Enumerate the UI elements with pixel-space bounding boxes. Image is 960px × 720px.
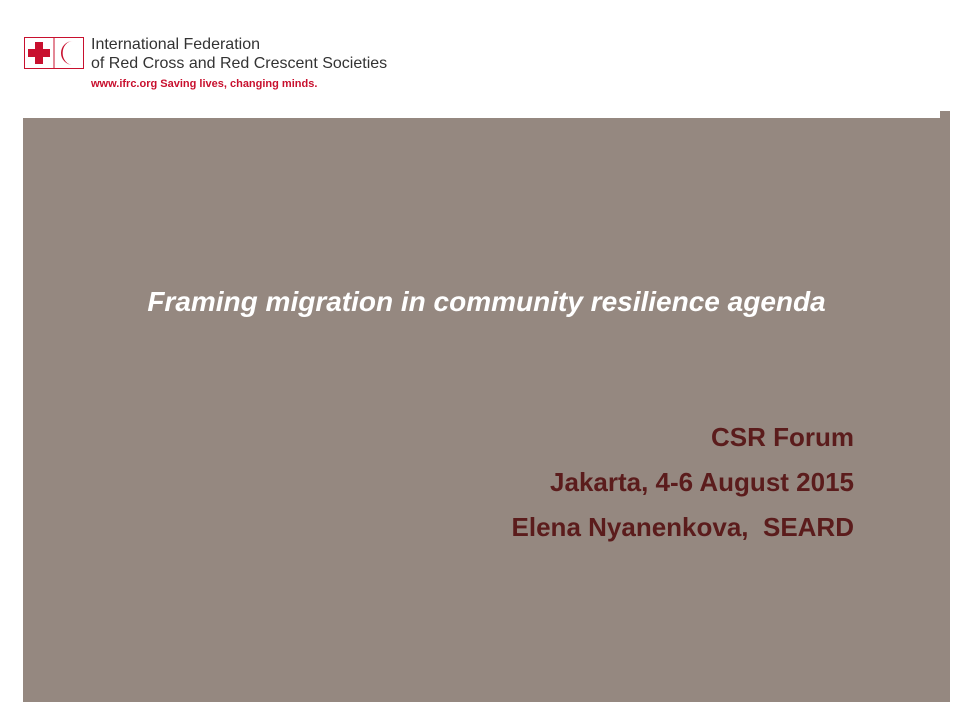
slide-subtitle (512, 415, 854, 550)
ifrc-logo (24, 37, 84, 69)
slide-header (0, 0, 960, 118)
org-website-link[interactable]: www.ifrc.org (91, 78, 158, 90)
slide-title: Framing migration in community resilience agenda (147, 286, 826, 317)
panel-corner-mark (940, 111, 950, 118)
subtitle-event: CSR Forum (711, 422, 854, 452)
org-name-line-1: International Federation (91, 36, 260, 53)
org-tagline (91, 78, 317, 90)
org-slogan: Saving lives, changing minds. (160, 78, 318, 90)
title-panel (23, 118, 950, 702)
subtitle-presenter: Elena Nyanenkova, SEARD (511, 512, 854, 542)
org-name-line-2: of Red Cross and Red Crescent Societies (91, 55, 388, 72)
organization-name (91, 35, 387, 73)
subtitle-location-date: Jakarta, 4-6 August 2015 (550, 467, 854, 497)
